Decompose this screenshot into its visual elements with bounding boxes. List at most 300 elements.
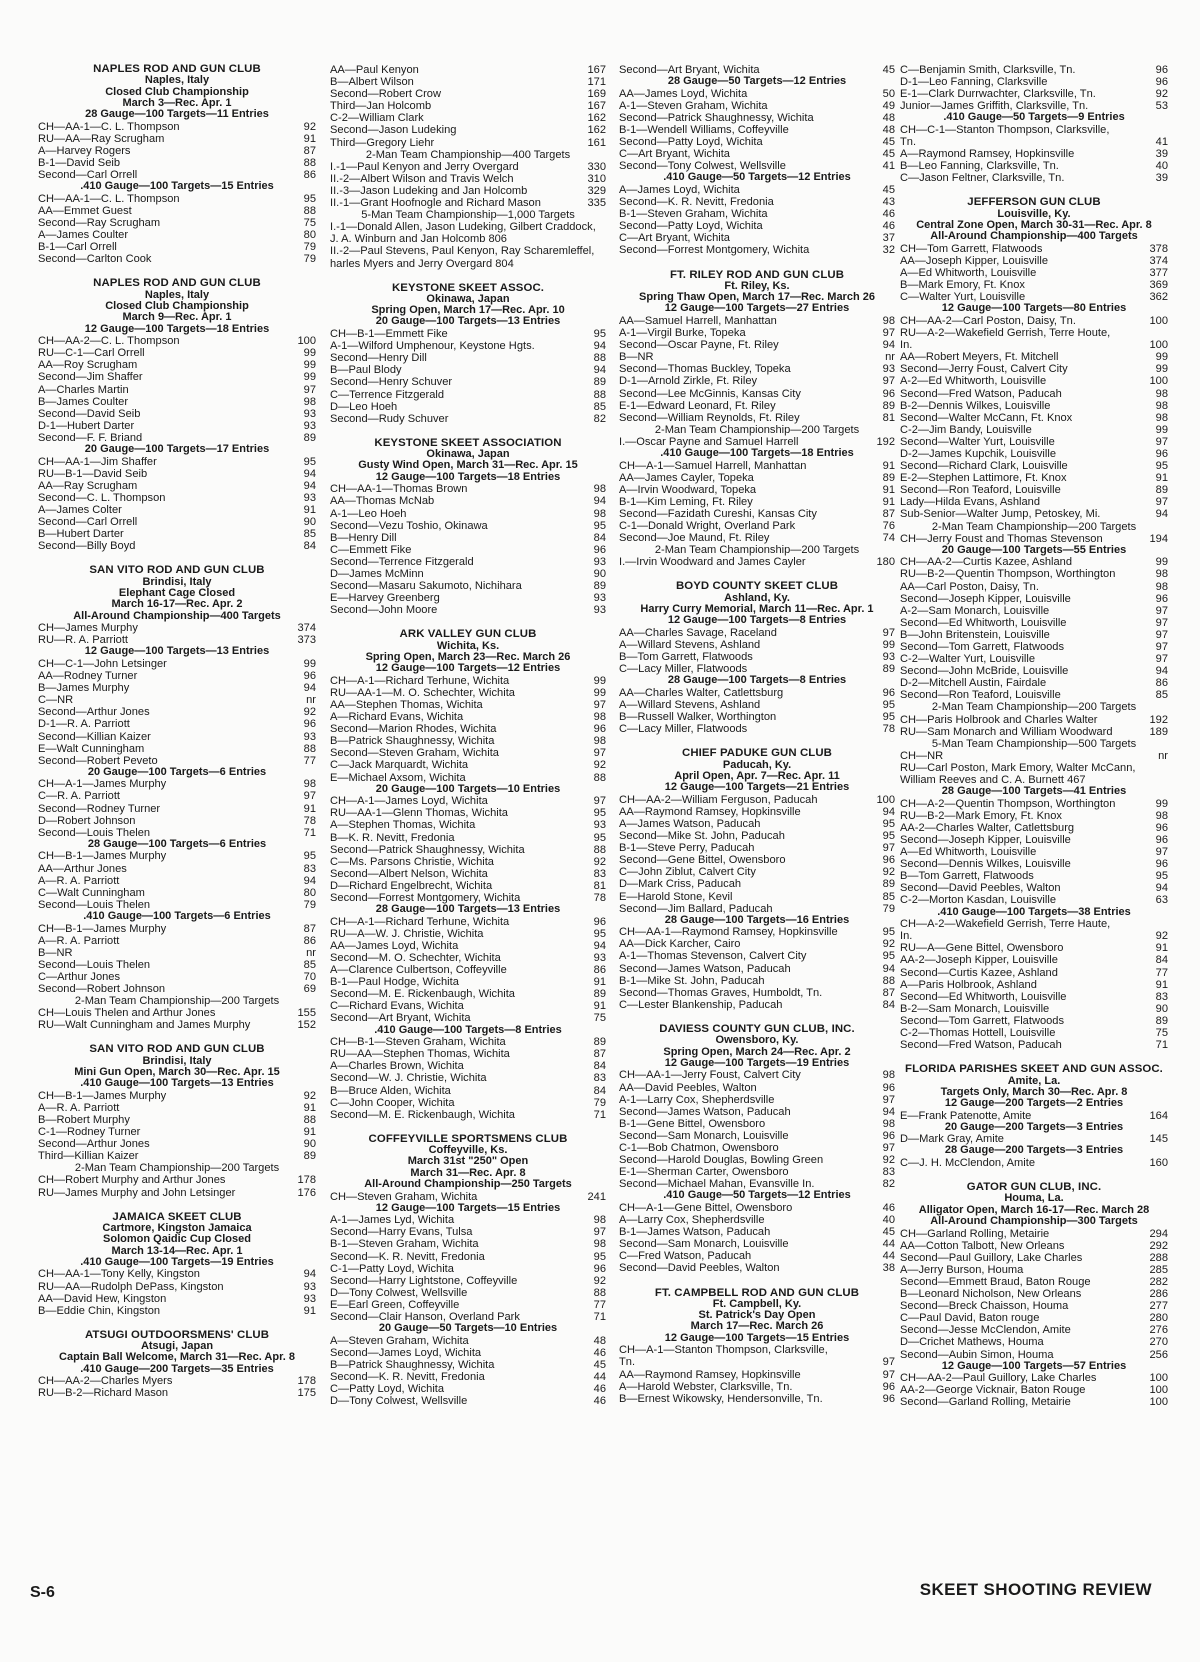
shooter-name: Second—Louis Thelen xyxy=(38,826,151,839)
score: 48 xyxy=(593,1334,606,1347)
result-row xyxy=(330,807,606,819)
shooter-name: B—Robert Murphy xyxy=(38,1114,130,1127)
club-detail: Closed Club Championship xyxy=(105,300,249,312)
result-row xyxy=(330,1060,606,1072)
shooter-name: Second—Ed Whitworth, Louisville xyxy=(900,616,1067,629)
shooter-name: AA—James Loyd, Wichita xyxy=(330,939,459,952)
club-name: GATOR GUN CLUB, INC. xyxy=(966,1181,1102,1194)
club-results-block xyxy=(900,64,1168,184)
result-row xyxy=(330,1238,606,1250)
result-row xyxy=(330,772,606,784)
shooter-name: CH—Jerry Foust and Thomas Stevenson xyxy=(900,532,1103,545)
shooter-name: Second—Oscar Payne, Ft. Riley xyxy=(619,339,779,352)
result-row xyxy=(38,658,316,670)
score: 99 xyxy=(1155,797,1168,810)
result-line: II.-2—Paul Stevens, Paul Kenyon, Ray Scharemleffel, harles Myers and Jerry Overgard 804 xyxy=(330,245,595,270)
score: 192 xyxy=(876,435,895,448)
score: 175 xyxy=(297,1387,316,1400)
score: 92 xyxy=(882,1154,895,1167)
shooter-name: Second—Forrest Montgomery, Wichita xyxy=(330,892,521,905)
shooter-name: B—NR xyxy=(619,351,654,364)
club-header xyxy=(330,629,606,663)
shooter-name: Second—Ron Teaford, Louisville xyxy=(900,689,1061,702)
result-row xyxy=(38,863,316,875)
score: 93 xyxy=(882,651,895,664)
result-row xyxy=(900,617,1168,629)
shooter-name: C-1—Rodney Turner xyxy=(38,1126,141,1139)
score: 94 xyxy=(1155,508,1168,521)
shooter-name: Second—Arthur Jones xyxy=(38,706,150,719)
result-row xyxy=(619,950,895,962)
shooter-name: CH—AA-1—Thomas Brown xyxy=(330,483,468,496)
score: 96 xyxy=(593,543,606,556)
result-row xyxy=(900,136,1168,148)
result-line: RU—A-2—Wakefield Gerrish, Terre Houte, xyxy=(900,327,1111,340)
score: 75 xyxy=(303,217,316,230)
score: 75 xyxy=(1155,1027,1168,1040)
score: 84 xyxy=(593,531,606,544)
club-header xyxy=(619,1024,895,1058)
score: 164 xyxy=(1149,1109,1168,1122)
shooter-name: C—John Ziblut, Calvert City xyxy=(619,866,756,879)
result-row xyxy=(38,1281,316,1293)
score: 92 xyxy=(303,1089,316,1102)
result-row xyxy=(619,1356,895,1368)
score: 167 xyxy=(587,100,606,113)
score: 369 xyxy=(1149,279,1168,292)
team-event-heading: 2-Man Team Championship—200 Targets xyxy=(654,423,860,436)
result-row xyxy=(38,923,316,935)
shooter-name: D—Richard Engelbrecht, Wichita xyxy=(330,879,493,892)
shooter-name: C—R. A. Parriott xyxy=(38,790,120,803)
score: 38 xyxy=(882,1262,895,1275)
score: 96 xyxy=(882,1081,895,1094)
shooter-name: AA—Arthur Jones xyxy=(38,862,127,875)
club-detail: Harry Curry Memorial, March 11—Rec. Apr. 1 xyxy=(640,603,874,616)
club-detail: Ft. Riley, Ks. xyxy=(724,279,790,292)
club-detail: Louisville, Ky. xyxy=(997,207,1071,220)
club-name: JAMAICA SKEET CLUB xyxy=(112,1210,242,1223)
score: 88 xyxy=(593,843,606,856)
shooter-name: RU—Sam Monarch and William Woodward xyxy=(900,725,1113,738)
result-row xyxy=(619,88,895,100)
score: 97 xyxy=(882,1356,895,1369)
shooter-name: B—Leonard Nicholson, New Orleans xyxy=(900,1288,1082,1301)
shooter-name: A—Ed Whitworth, Louisville xyxy=(900,267,1037,280)
score: 241 xyxy=(587,1190,606,1203)
shooter-name: A—James Colter xyxy=(38,504,122,516)
shooter-name: A—Willard Stevens, Ashland xyxy=(619,639,761,652)
score: 98 xyxy=(1155,809,1168,822)
score: 89 xyxy=(303,431,316,444)
shooter-name: Second—Tom Garrett, Flatwoods xyxy=(900,1014,1065,1027)
shooter-name: RU—A—W. J. Christie, Wichita xyxy=(330,927,484,940)
score: 82 xyxy=(882,1178,895,1191)
result-row xyxy=(900,1027,1168,1039)
score: 96 xyxy=(1155,592,1168,605)
result-row xyxy=(619,891,895,903)
column-1 xyxy=(38,64,316,1413)
shooter-name: Second—John McBride, Louisville xyxy=(900,665,1069,678)
score: 100 xyxy=(876,793,895,806)
result-row xyxy=(38,456,316,468)
event-heading: .410 Gauge—100 Targets—38 Entries xyxy=(937,905,1131,918)
score: 96 xyxy=(303,718,316,731)
result-row xyxy=(900,1349,1168,1361)
club-detail: Ft. Campbell, Ky. xyxy=(712,1297,802,1310)
result-row xyxy=(38,1174,316,1186)
result-row xyxy=(330,832,606,844)
result-row xyxy=(900,315,1168,327)
club-detail: Okinawa, Japan xyxy=(426,292,510,305)
result-row xyxy=(619,1226,895,1238)
score: 178 xyxy=(297,1174,316,1187)
result-row xyxy=(619,400,895,412)
shooter-name: AA—Robert Meyers, Ft. Mitchell xyxy=(900,351,1059,364)
club-header xyxy=(38,1044,316,1078)
result-row xyxy=(900,930,1168,942)
score: 91 xyxy=(882,495,895,508)
shooter-name: Second—Patrick Shaughnessy, Wichita xyxy=(330,843,525,856)
club-header xyxy=(619,748,895,782)
result-row xyxy=(900,1372,1168,1384)
score: 95 xyxy=(593,927,606,940)
shooter-name: CH—Paris Holbrook and Charles Walter xyxy=(900,713,1098,726)
shooter-name: CH—C-1—John Letsinger xyxy=(38,657,167,670)
shooter-name: E-1—Edward Leonard, Ft. Riley xyxy=(619,399,776,412)
shooter-name: AA—Cotton Talbott, New Orleans xyxy=(900,1239,1065,1252)
result-row xyxy=(619,472,895,484)
score: 87 xyxy=(303,922,316,935)
result-row xyxy=(900,508,1168,520)
result-row xyxy=(900,858,1168,870)
shooter-name: Second—C. L. Thompson xyxy=(38,491,166,504)
score: 79 xyxy=(303,253,316,266)
shooter-name: D—Crichet Mathews, Houma xyxy=(900,1336,1044,1349)
shooter-name: C—Arthur Jones xyxy=(38,970,121,983)
shooter-name: C—Jack Marquardt, Wichita xyxy=(330,759,469,772)
score: 378 xyxy=(1149,242,1168,255)
shooter-name: Second—Louis Thelen xyxy=(38,958,151,971)
shooter-name: Second—Thomas Graves, Humboldt, Tn. xyxy=(619,986,823,999)
score: 53 xyxy=(1155,100,1168,113)
shooter-name: AA—Stephen Thomas, Wichita xyxy=(330,699,483,712)
shooter-name: AA—Carl Poston, Daisy, Tn. xyxy=(900,580,1039,593)
result-row xyxy=(619,244,895,256)
result-row xyxy=(619,220,895,232)
shooter-name: Second—James Loyd, Wichita xyxy=(330,1346,482,1359)
event-heading: 28 Gauge—200 Targets—3 Entries xyxy=(944,1144,1124,1157)
club-detail: March 9—Rec. Apr. 1 xyxy=(122,311,232,324)
result-row xyxy=(619,100,895,112)
club-detail: Cartmore, Kingston Jamaica xyxy=(102,1221,252,1234)
shooter-name: B-1—Kim Leming, Ft. Riley xyxy=(619,495,753,508)
score: 89 xyxy=(303,1150,316,1163)
score: 329 xyxy=(587,184,606,197)
result-row xyxy=(900,846,1168,858)
result-row xyxy=(900,1264,1168,1276)
result-row xyxy=(330,844,606,856)
page-number: S-6 xyxy=(30,1584,55,1601)
result-row xyxy=(619,1393,895,1405)
score: 92 xyxy=(593,759,606,772)
score: 152 xyxy=(297,1019,316,1032)
club-header xyxy=(38,64,316,109)
shooter-name: Second—Clair Hanson, Overland Park xyxy=(330,1311,520,1324)
result-row xyxy=(330,928,606,940)
club-header xyxy=(619,1288,895,1333)
shooter-name: CH—B-1—James Murphy xyxy=(38,922,167,935)
result-row xyxy=(330,988,606,1000)
score: 79 xyxy=(303,898,316,911)
score: 78 xyxy=(593,892,606,905)
event-heading: .410 Gauge—50 Targets—12 Entries xyxy=(663,171,851,184)
score: 79 xyxy=(593,1096,606,1109)
shooter-name: A—Larry Cox, Shepherdsville xyxy=(619,1214,765,1227)
result-row xyxy=(330,819,606,831)
result-line: CH—A-1—Stanton Thompson, Clarksville, xyxy=(619,1344,828,1357)
result-row xyxy=(900,460,1168,472)
score: 86 xyxy=(303,169,316,182)
result-row xyxy=(38,133,316,145)
shooter-name: AA—Raymond Ramsey, Hopkinsville xyxy=(619,1368,801,1381)
shooter-name: B-2—Sam Monarch, Louisville xyxy=(900,1002,1050,1015)
score: 192 xyxy=(1149,713,1168,726)
shooter-name: C-2—Thomas Hottell, Louisville xyxy=(900,1027,1056,1040)
shooter-name: C-2—Morton Kasdan, Louisville xyxy=(900,894,1057,907)
result-row xyxy=(38,480,316,492)
shooter-name: A—Charles Brown, Wichita xyxy=(330,1060,464,1073)
shooter-name: E—Frank Patenotte, Amite xyxy=(900,1109,1032,1122)
result-row xyxy=(619,627,895,639)
result-row xyxy=(619,1154,895,1166)
score: 87 xyxy=(303,144,316,157)
shooter-name: CH—A-1—Richard Terhune, Wichita xyxy=(330,674,510,687)
score: 160 xyxy=(1149,1157,1168,1170)
result-row xyxy=(900,1300,1168,1312)
score: 145 xyxy=(1149,1133,1168,1146)
shooter-name: Junior—James Griffith, Clarksville, Tn. xyxy=(900,100,1089,113)
score: 45 xyxy=(593,1358,606,1371)
shooter-name: AA—Emmet Guest xyxy=(38,204,132,217)
score: 91 xyxy=(882,483,895,496)
result-row xyxy=(38,1305,316,1317)
shooter-name: CH—A-1—Richard Terhune, Wichita xyxy=(330,915,510,928)
event-heading: .410 Gauge—100 Targets—13 Entries xyxy=(80,1077,274,1090)
result-row xyxy=(330,952,606,964)
result-row xyxy=(38,706,316,718)
result-row xyxy=(330,173,606,185)
result-row xyxy=(330,1359,606,1371)
club-detail: Mini Gun Open, March 30—Rec. Apr. 15 xyxy=(74,1065,280,1078)
team-event-heading: 5-Man Team Championship—1,000 Targets xyxy=(361,209,575,222)
result-row xyxy=(900,64,1168,76)
result-row xyxy=(330,711,606,723)
shooter-name: Second—Joseph Kipper, Louisville xyxy=(900,834,1071,847)
team-event-heading: 5-Man Team Championship—500 Targets xyxy=(931,737,1137,750)
event-heading: 20 Gauge—100 Targets—6 Entries xyxy=(87,765,267,778)
event-heading: 12 Gauge—100 Targets—13 Entries xyxy=(84,645,270,658)
shooter-name: B—Patrick Shaughnessy, Wichita xyxy=(330,1358,495,1371)
score: 84 xyxy=(593,1084,606,1097)
score: 78 xyxy=(303,814,316,827)
score: 71 xyxy=(1155,1039,1168,1052)
score: 96 xyxy=(1155,64,1168,76)
club-detail: Solomon Qaidic Cup Closed xyxy=(103,1233,251,1246)
shooter-name: CH—AA-2—C. L. Thompson xyxy=(38,335,180,348)
shooter-name: AA—Ray Scrugham xyxy=(38,479,138,492)
score: 97 xyxy=(593,1226,606,1239)
shooter-name: CH—Louis Thelen and Arthur Jones xyxy=(38,1007,216,1020)
shooter-name: Second—Terrence Fitzgerald xyxy=(330,555,474,568)
result-row xyxy=(900,160,1168,172)
event-heading: 12 Gauge—100 Targets—80 Entries xyxy=(941,302,1127,315)
shooter-name: D—Tony Colwest, Wellsville xyxy=(330,1286,468,1299)
club-detail: Naples, Italy xyxy=(144,288,210,301)
club-name: COFFEYVILLE SPORTSMENS CLUB xyxy=(368,1132,568,1145)
score: 89 xyxy=(593,988,606,1001)
score: 86 xyxy=(593,964,606,977)
result-row xyxy=(619,1238,895,1250)
score: 80 xyxy=(303,229,316,242)
shooter-name: Second—John Moore xyxy=(330,604,438,617)
result-row xyxy=(900,448,1168,460)
shooter-name: RU—James Murphy and John Letsinger xyxy=(38,1186,236,1199)
club-results-block xyxy=(619,1024,895,1275)
shooter-name: Sub-Senior—Walter Jump, Petoskey, Mi. xyxy=(900,508,1101,521)
result-row xyxy=(900,834,1168,846)
score: 98 xyxy=(882,314,895,327)
shooter-name: Second—Albert Nelson, Wichita xyxy=(330,867,488,880)
score: 167 xyxy=(587,64,606,76)
result-row xyxy=(38,468,316,480)
club-name: CHIEF PADUKE GUN CLUB xyxy=(682,747,832,760)
result-row xyxy=(330,1012,606,1024)
result-row xyxy=(330,759,606,771)
score: 89 xyxy=(593,580,606,593)
shooter-name: CH—B-1—James Murphy xyxy=(38,850,167,863)
result-row xyxy=(619,818,895,830)
shooter-name: AA—James Cayler, Topeka xyxy=(619,471,754,484)
shooter-name: Second—Walter McCann, Ft. Knox xyxy=(900,411,1073,424)
club-detail: March 17—Rec. March 26 xyxy=(690,1320,824,1333)
shooter-name: Second—Carl Orrell xyxy=(38,169,138,182)
score: 97 xyxy=(882,375,895,388)
shooter-name: E—Earl Green, Coffeyville xyxy=(330,1298,460,1311)
shooter-name: CH—B-1—Steven Graham, Wichita xyxy=(330,1036,506,1049)
score: 88 xyxy=(593,1286,606,1299)
shooter-name: Second—David Seib xyxy=(38,407,141,420)
result-row xyxy=(330,687,606,699)
shooter-name: Second—Thomas Buckley, Topeka xyxy=(619,363,791,376)
shooter-name: AA—Charles Savage, Raceland xyxy=(619,626,777,639)
club-results-block xyxy=(38,1044,316,1198)
result-row xyxy=(330,532,606,544)
shooter-name: C—Patty Loyd, Wichita xyxy=(330,1383,445,1396)
event-heading: 20 Gauge—100 Targets—13 Entries xyxy=(375,315,561,328)
shooter-name: B-2—Dennis Wilkes, Louisville xyxy=(900,399,1051,412)
score: 97 xyxy=(593,747,606,760)
score: 270 xyxy=(1149,1336,1168,1349)
shooter-name: RU—AA—Stephen Thomas, Wichita xyxy=(330,1048,510,1061)
score: 71 xyxy=(593,1311,606,1324)
shooter-name: Second—Henry Dill xyxy=(330,352,427,365)
team-event-heading: 2-Man Team Championship—200 Targets xyxy=(654,544,860,557)
score: 63 xyxy=(1155,894,1168,907)
event-heading: 20 Gauge—50 Targets—10 Entries xyxy=(378,1322,558,1335)
shooter-name: D-1—Leo Fanning, Clarksville xyxy=(900,76,1048,89)
score: 94 xyxy=(593,364,606,377)
club-detail: Wichita, Ks. xyxy=(436,639,500,652)
result-line: I.-1—Donald Allen, Jason Ludeking, Gilbert Craddock, J. A. Winburn and Jan Holcomb 806 xyxy=(330,221,596,246)
result-row xyxy=(38,241,316,253)
result-row xyxy=(900,689,1168,701)
shooter-name: Second—Emmett Braud, Baton Rouge xyxy=(900,1276,1091,1289)
shooter-name: B-1—Steve Perry, Paducah xyxy=(619,842,755,855)
event-heading: All-Around Championship—400 Targets xyxy=(73,609,281,622)
result-row xyxy=(900,424,1168,436)
club-name: SAN VITO ROD AND GUN CLUB xyxy=(89,1043,265,1056)
club-header xyxy=(330,1134,606,1179)
club-detail: Paducah, Ky. xyxy=(722,758,792,771)
shooter-name: D-1—R. A. Parriott xyxy=(38,718,130,731)
shooter-name: C—Lacy Miller, Flatwoods xyxy=(619,723,748,736)
result-row xyxy=(619,315,895,327)
shooter-name: Tn. xyxy=(900,136,917,149)
score: 95 xyxy=(882,699,895,711)
score: 97 xyxy=(882,1142,895,1154)
score: 96 xyxy=(1155,858,1168,871)
score: 94 xyxy=(1155,665,1168,678)
score: 276 xyxy=(1149,1324,1168,1337)
shooter-name: B—James Coulter xyxy=(38,395,129,408)
score: 40 xyxy=(882,1214,895,1227)
score: 98 xyxy=(882,1069,895,1082)
club-name: BOYD COUNTY SKEET CLUB xyxy=(675,580,839,593)
shooter-name: AA—Samuel Harrell, Manhattan xyxy=(619,314,777,327)
score: 194 xyxy=(1149,532,1168,545)
result-row xyxy=(38,718,316,730)
score: 32 xyxy=(882,244,895,257)
result-row xyxy=(619,232,895,244)
shooter-name: D—James McMinn xyxy=(330,567,424,580)
score: 97 xyxy=(1155,496,1168,509)
shooter-name: Third—Gregory Liehr xyxy=(330,136,435,149)
shooter-name: Second—David Peebles, Walton xyxy=(900,882,1061,895)
club-results-block xyxy=(38,278,316,552)
shooter-name: Second—Vezu Toshio, Okinawa xyxy=(330,519,488,532)
shooter-name: Second—Garland Rolling, Metairie xyxy=(900,1396,1071,1409)
score: 97 xyxy=(882,327,895,340)
club-header xyxy=(38,565,316,610)
shooter-name: A—Willard Stevens, Ashland xyxy=(619,699,761,711)
shooter-name: AA-2—Joseph Kipper, Louisville xyxy=(900,954,1058,967)
shooter-name: AA—David Hew, Kingston xyxy=(38,1292,167,1305)
result-row xyxy=(38,145,316,157)
score: 90 xyxy=(593,567,606,580)
event-heading: .410 Gauge—100 Targets—8 Entries xyxy=(374,1023,562,1036)
score: 93 xyxy=(303,419,316,432)
score: 50 xyxy=(882,87,895,100)
club-name: FLORIDA PARISHES SKEET AND GUN ASSOC. xyxy=(905,1063,1163,1076)
shooter-name: Second—Steven Graham, Wichita xyxy=(330,747,499,760)
result-row xyxy=(330,604,606,616)
result-row xyxy=(38,371,316,383)
result-row xyxy=(900,496,1168,508)
score: 92 xyxy=(882,866,895,879)
score: 71 xyxy=(303,826,316,839)
score: 74 xyxy=(882,532,895,545)
